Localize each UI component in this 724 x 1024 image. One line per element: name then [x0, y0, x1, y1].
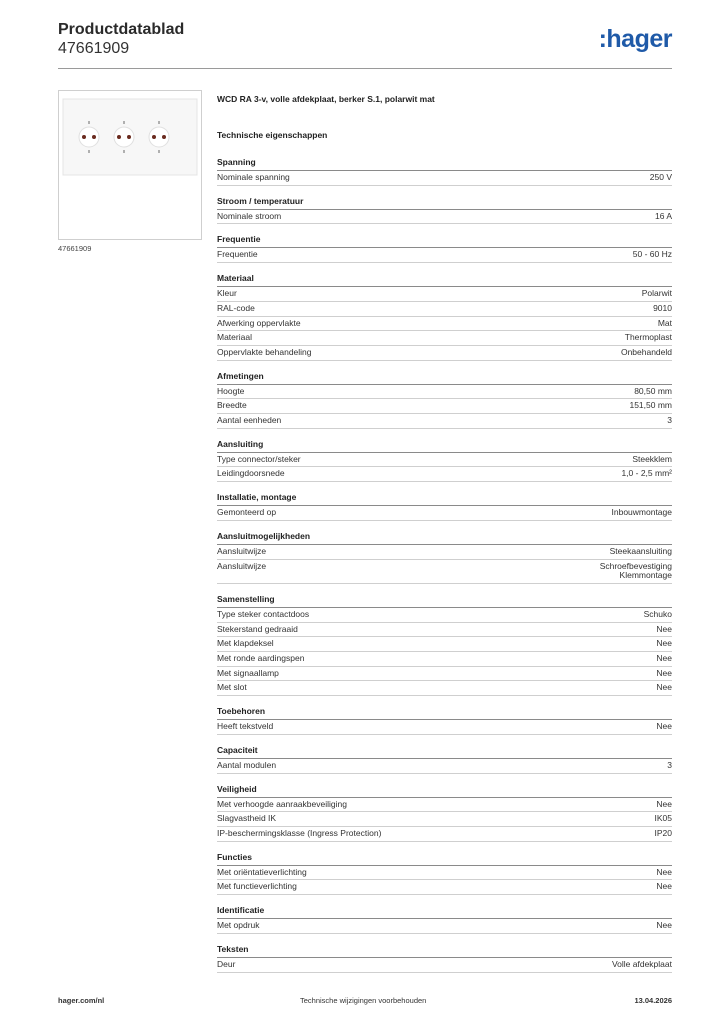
- spec-row: [217, 302, 672, 317]
- section-title: Technische eigenschappen: [217, 130, 328, 140]
- spec-group: [217, 492, 672, 521]
- spec-group: [217, 594, 672, 696]
- spec-row: [217, 759, 672, 774]
- spec-row: [217, 453, 672, 468]
- spec-group: [217, 157, 672, 186]
- spec-label: Materiaal: [217, 332, 252, 343]
- spec-row: [217, 210, 672, 225]
- spec-row: [217, 171, 672, 186]
- spec-row: [217, 545, 672, 560]
- spec-group-title: Teksten: [217, 944, 672, 958]
- spec-label: Aansluitwijze: [217, 545, 267, 556]
- spec-value: Nee: [656, 638, 672, 649]
- spec-label: Met klapdeksel: [217, 638, 274, 649]
- spec-label: Met oriëntatieverlichting: [217, 866, 307, 877]
- spec-row: [217, 608, 672, 623]
- spec-label: Nominale stroom: [217, 210, 282, 221]
- spec-label: Aantal eenheden: [217, 415, 282, 426]
- spec-value: Inbouwmontage: [611, 507, 672, 518]
- spec-label: Afwerking oppervlakte: [217, 317, 301, 328]
- spec-row: [217, 346, 672, 361]
- spec-row: [217, 880, 672, 895]
- spec-label: Met opdruk: [217, 920, 260, 931]
- spec-value-line: Klemmontage: [619, 570, 672, 581]
- footer-website-link[interactable]: hager.com/nl: [58, 996, 105, 1005]
- spec-label: RAL-code: [217, 302, 255, 313]
- spec-value: Thermoplast: [624, 332, 672, 343]
- spec-value: Nee: [656, 667, 672, 678]
- spec-row: [217, 467, 672, 482]
- spec-value: Mat: [657, 317, 672, 328]
- hager-logo: :hager: [598, 25, 672, 53]
- spec-row: [217, 637, 672, 652]
- spec-label: Oppervlakte behandeling: [217, 346, 312, 357]
- product-number: 47661909: [58, 40, 130, 57]
- image-caption: 47661909: [58, 244, 92, 253]
- spec-group-title: Aansluiting: [217, 439, 672, 453]
- spec-group-title: Afmetingen: [217, 371, 672, 385]
- spec-group: [217, 439, 672, 482]
- spec-label: Met slot: [217, 682, 247, 693]
- spec-value: Nee: [656, 682, 672, 693]
- spec-value: Polarwit: [641, 288, 672, 299]
- spec-value: 3: [667, 415, 672, 426]
- spec-row: [217, 399, 672, 414]
- spec-label: Met signaallamp: [217, 667, 279, 678]
- spec-group: [217, 852, 672, 895]
- spec-value: Nee: [656, 798, 672, 809]
- spec-group-title: Identificatie: [217, 905, 672, 919]
- spec-value: Nee: [656, 920, 672, 931]
- spec-value: 50 - 60 Hz: [632, 249, 672, 260]
- spec-group-title: Samenstelling: [217, 594, 672, 608]
- spec-row: [217, 385, 672, 400]
- spec-value-line: Schroefbevestiging: [599, 560, 672, 571]
- spec-value: Onbehandeld: [620, 346, 672, 357]
- spec-row: [217, 331, 672, 346]
- spec-group: [217, 905, 672, 934]
- spec-row: [217, 652, 672, 667]
- spec-group-title: Installatie, montage: [217, 492, 672, 506]
- spec-group-title: Toebehoren: [217, 706, 672, 720]
- page-header: [58, 21, 672, 69]
- spec-row: [217, 681, 672, 696]
- spec-label: Met ronde aardingspen: [217, 653, 305, 664]
- spec-row: [217, 827, 672, 842]
- spec-group: [217, 531, 672, 584]
- spec-row: [217, 248, 672, 263]
- spec-label: Frequentie: [217, 249, 258, 260]
- spec-group: [217, 234, 672, 263]
- product-image: [58, 90, 202, 240]
- spec-value: [600, 562, 672, 581]
- spec-label: Heeft tekstveld: [217, 721, 274, 732]
- spec-group: [217, 273, 672, 361]
- spec-value: IK05: [654, 813, 672, 824]
- spec-label: Met functieverlichting: [217, 881, 297, 892]
- page-title: Productdatablad: [58, 21, 185, 38]
- spec-label: Gemonteerd op: [217, 507, 277, 518]
- spec-group-title: Stroom / temperatuur: [217, 196, 672, 210]
- spec-label: Breedte: [217, 400, 247, 411]
- spec-group: [217, 784, 672, 842]
- spec-row: [217, 866, 672, 881]
- spec-label: Hoogte: [217, 385, 245, 396]
- spec-label: Stekerstand gedraaid: [217, 623, 298, 634]
- spec-value: 3: [667, 759, 672, 770]
- spec-content: [217, 94, 672, 983]
- spec-group: [217, 944, 672, 973]
- spec-value: 250 V: [649, 172, 672, 182]
- spec-row: [217, 958, 672, 973]
- spec-label: Leidingdoorsnede: [217, 468, 285, 479]
- spec-group: [217, 706, 672, 735]
- spec-row: [217, 919, 672, 934]
- spec-value: Nee: [656, 721, 672, 732]
- spec-value: 80,50 mm: [634, 385, 672, 396]
- spec-row: [217, 667, 672, 682]
- spec-value: 9010: [653, 302, 672, 313]
- spec-group-title: Aansluitmogelijkheden: [217, 531, 672, 545]
- spec-row: [217, 720, 672, 735]
- spec-value: 1,0 - 2,5 mm²: [621, 468, 672, 479]
- spec-value: Schuko: [643, 608, 672, 619]
- spec-group: [217, 196, 672, 225]
- spec-row: [217, 623, 672, 638]
- spec-value: 151,50 mm: [629, 400, 672, 411]
- spec-value: Steekaansluiting: [609, 545, 672, 556]
- spec-value: Nee: [656, 866, 672, 877]
- spec-label: Met verhoogde aanraakbeveiliging: [217, 798, 347, 809]
- spec-label: Deur: [217, 958, 236, 969]
- spec-label: Slagvastheid IK: [217, 813, 277, 824]
- spec-label: Type connector/steker: [217, 453, 301, 464]
- spec-group-title: Functies: [217, 852, 672, 866]
- spec-value: Nee: [656, 623, 672, 634]
- product-title: WCD RA 3-v, volle afdekplaat, berker S.1, polarwit mat: [217, 94, 435, 104]
- spec-label: Kleur: [217, 288, 237, 299]
- footer-disclaimer: Technische wijzigingen voorbehouden: [300, 996, 427, 1005]
- spec-group-title: Capaciteit: [217, 745, 672, 759]
- spec-group-title: Materiaal: [217, 273, 672, 287]
- spec-groups: [217, 157, 672, 973]
- spec-row: [217, 560, 672, 584]
- spec-label: Type steker contactdoos: [217, 608, 310, 619]
- spec-group-title: Frequentie: [217, 234, 672, 248]
- spec-group-title: Spanning: [217, 157, 672, 171]
- spec-group: [217, 371, 672, 429]
- spec-group-title: Veiligheid: [217, 784, 672, 798]
- spec-label: IP-beschermingsklasse (Ingress Protection): [217, 827, 382, 838]
- spec-row: [217, 287, 672, 302]
- spec-value: 16 A: [654, 210, 672, 221]
- spec-value: IP20: [654, 827, 672, 838]
- logo-text: hager: [606, 25, 672, 53]
- spec-row: [217, 506, 672, 521]
- spec-value: Volle afdekplaat: [611, 958, 672, 969]
- spec-label: Nominale spanning: [217, 172, 290, 182]
- spec-value: Steekklem: [632, 453, 672, 464]
- spec-value: Nee: [656, 881, 672, 892]
- spec-row: [217, 798, 672, 813]
- spec-row: [217, 812, 672, 827]
- header-divider: [58, 68, 672, 69]
- spec-label: Aansluitwijze: [217, 560, 267, 571]
- socket-illustration: [59, 91, 201, 239]
- spec-value: Nee: [656, 653, 672, 664]
- spec-row: [217, 317, 672, 332]
- footer-date: 13.04.2026: [634, 996, 672, 1005]
- spec-label: Aantal modulen: [217, 759, 277, 770]
- spec-group: [217, 745, 672, 774]
- spec-row: [217, 414, 672, 429]
